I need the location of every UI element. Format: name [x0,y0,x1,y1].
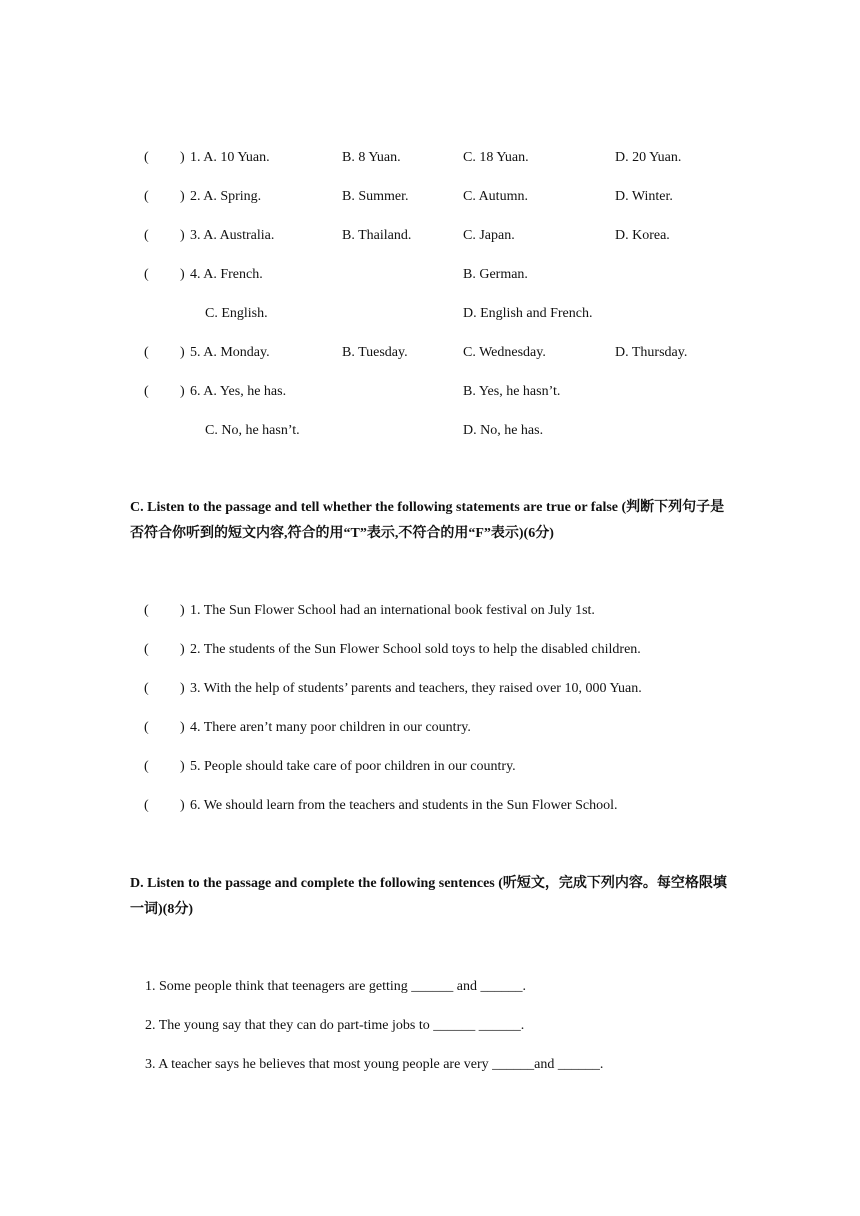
answer-paren-close: ) [180,798,185,813]
option-a: 2. A. Spring. [190,189,262,204]
option-c: C. Wednesday. [463,345,546,360]
statement-text: 5. People should take care of poor children in our country. [190,759,516,774]
statement-text: 1. The Sun Flower School had an international book festival on July 1st. [190,603,595,618]
option-a: 5. A. Monday. [190,345,270,360]
option-d: D. Korea. [615,228,670,243]
answer-paren-open: ( [144,720,149,735]
answer-paren-close: ) [180,345,185,360]
option-b: B. Thailand. [342,228,412,243]
sentence-text: 1. Some people think that teenagers are getting ______ and ______. [145,979,527,994]
answer-paren-close: ) [180,759,185,774]
answer-paren-open: ( [144,189,149,204]
option-d: D. English and French. [463,306,593,321]
answer-paren-close: ) [180,384,185,399]
option-b: B. Tuesday. [342,345,408,360]
answer-paren-close: ) [180,681,185,696]
part-c-title: C. Listen to the passage and tell whether the following statements are true or false (判断下列句子是否符合你听到的短文内容,符合的用“T”表示,不符合的用“F”表示)(6分) [130,500,725,541]
option-c: C. Japan. [463,228,515,243]
option-c: C. 18 Yuan. [463,150,529,165]
option-b: B. Summer. [342,189,409,204]
statement-text: 4. There aren’t many poor children in our country. [190,720,471,735]
answer-paren-open: ( [144,150,149,165]
answer-paren-open: ( [144,798,149,813]
answer-paren-open: ( [144,345,149,360]
option-b: B. 8 Yuan. [342,150,401,165]
option-a: 3. A. Australia. [190,228,275,243]
option-d: D. Winter. [615,189,673,204]
answer-paren-close: ) [180,267,185,282]
answer-paren-close: ) [180,720,185,735]
sentence-text: 2. The young say that they can do part-time jobs to ______ ______. [145,1018,525,1033]
option-d: D. 20 Yuan. [615,150,682,165]
answer-paren-close: ) [180,189,185,204]
part-d-title: D. Listen to the passage and complete the following sentences (听短文，完成下列内容。每空格限填一词)(8分) [130,876,727,917]
answer-paren-open: ( [144,228,149,243]
answer-paren-open: ( [144,603,149,618]
answer-paren-open: ( [144,384,149,399]
answer-paren-open: ( [144,642,149,657]
statement-text: 2. The students of the Sun Flower School sold toys to help the disabled children. [190,642,641,657]
option-c: C. English. [205,306,268,321]
answer-paren-open: ( [144,681,149,696]
option-a: 4. A. French. [190,267,263,282]
option-c: C. Autumn. [463,189,528,204]
option-d: D. Thursday. [615,345,688,360]
answer-paren-close: ) [180,603,185,618]
answer-paren-close: ) [180,150,185,165]
option-d: D. No, he has. [463,423,544,438]
option-a: 1. A. 10 Yuan. [190,150,270,165]
statement-text: 6. We should learn from the teachers and students in the Sun Flower School. [190,798,618,813]
option-c: C. No, he hasn’t. [205,423,300,438]
option-b: B. Yes, he hasn’t. [463,384,561,399]
answer-paren-close: ) [180,642,185,657]
option-a: 6. A. Yes, he has. [190,384,287,399]
option-b: B. German. [463,267,528,282]
answer-paren-open: ( [144,267,149,282]
statement-text: 3. With the help of students’ parents and teachers, they raised over 10, 000 Yuan. [190,681,642,696]
answer-paren-close: ) [180,228,185,243]
answer-paren-open: ( [144,759,149,774]
sentence-text: 3. A teacher says he believes that most young people are very ______and ______. [145,1057,604,1072]
